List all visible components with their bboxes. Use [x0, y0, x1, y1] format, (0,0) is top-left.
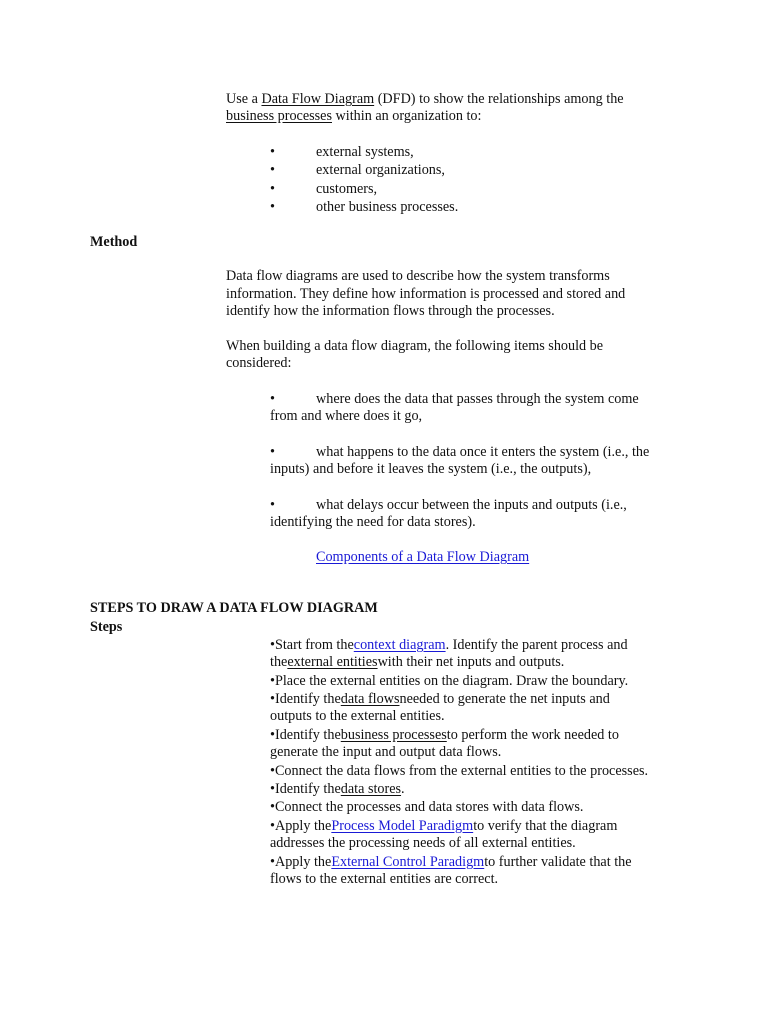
list-item-bullet: •	[270, 444, 275, 460]
step-item: •Identify thedata flowsneeded to generate the net inputs and	[270, 691, 610, 707]
business-processes-link[interactable]: business processes	[226, 108, 332, 124]
list-item-text: external systems,	[316, 144, 414, 160]
method-para1-line: Data flow diagrams are used to describe how the system transforms	[226, 268, 610, 284]
steps-heading: STEPS TO DRAW A DATA FLOW DIAGRAM	[90, 600, 378, 616]
step-item: •Start from thecontext diagram. Identify the parent process and	[270, 637, 628, 653]
components-link[interactable]: Components of a Data Flow Diagram	[316, 549, 530, 565]
method-para1-line: information. They define how information is processed and stored and	[226, 286, 626, 302]
data-stores-link[interactable]: data stores	[340, 781, 402, 797]
step-item-cont: theexternal entitieswith their net inputs and outputs.	[270, 654, 565, 670]
list-item-text: customers,	[316, 181, 378, 197]
step-item-cont: addresses the processing needs of all external entities.	[270, 835, 576, 851]
step-item: •Connect the data flows from the external entities to the processes.	[270, 763, 649, 779]
list-item: •	[270, 144, 275, 160]
list-item-bullet: •	[270, 391, 275, 407]
list-item-text: other business processes.	[316, 199, 459, 215]
list-item: •	[270, 162, 275, 178]
list-item-text: what happens to the data once it enters the system (i.e., the	[316, 444, 650, 460]
list-item-text: from and where does it go,	[270, 408, 423, 424]
external-entities-link[interactable]: external entities	[287, 654, 378, 670]
list-item-text: what delays occur between the inputs and outputs (i.e.,	[316, 497, 627, 513]
step-item: •Connect the processes and data stores with data flows.	[270, 799, 584, 815]
method-para2-line: When building a data flow diagram, the following items should be	[226, 338, 604, 354]
list-item-text: external organizations,	[316, 162, 445, 178]
list-item: •	[270, 181, 275, 197]
step-item: •Place the external entities on the diagram. Draw the boundary.	[270, 673, 629, 689]
data-flows-link[interactable]: data flows	[340, 691, 400, 707]
method-para2-line: considered:	[226, 355, 292, 371]
step-item: •Identify thebusiness processesto perform the work needed to	[270, 727, 619, 743]
external-control-paradigm-link[interactable]: External Control Paradigm	[331, 854, 485, 870]
step-item-cont: flows to the external entities are correct.	[270, 871, 499, 887]
method-para1-line: identify how the information flows through the processes.	[226, 303, 555, 319]
step-item: •Identify thedata stores.	[270, 781, 405, 797]
data-flow-diagram-link[interactable]: Data Flow Diagram	[261, 91, 375, 107]
process-model-paradigm-link[interactable]: Process Model Paradigm	[331, 818, 474, 834]
business-processes-step-link[interactable]: business processes	[340, 727, 447, 743]
list-item-text: identifying the need for data stores).	[270, 514, 476, 530]
list-item-text: inputs) and before it leaves the system (i.e., the outputs),	[270, 461, 592, 477]
step-item-cont: outputs to the external entities.	[270, 708, 445, 724]
list-item: •	[270, 199, 275, 215]
step-item: •Apply theProcess Model Paradigmto verify that the diagram	[270, 818, 618, 834]
method-heading: Method	[90, 234, 138, 250]
list-item-text: where does the data that passes through the system come	[316, 391, 639, 407]
step-item: •Apply theExternal Control Paradigmto further validate that the	[270, 854, 632, 870]
steps-subheading: Steps	[90, 619, 123, 635]
intro-line-1: Use a Data Flow Diagram (DFD) to show the relationships among the	[226, 91, 624, 107]
list-item-bullet: •	[270, 497, 275, 513]
intro-line-2: business processes within an organization to:	[226, 108, 482, 124]
step-item-cont: generate the input and output data flows.	[270, 744, 502, 760]
context-diagram-link[interactable]: context diagram	[353, 637, 446, 653]
